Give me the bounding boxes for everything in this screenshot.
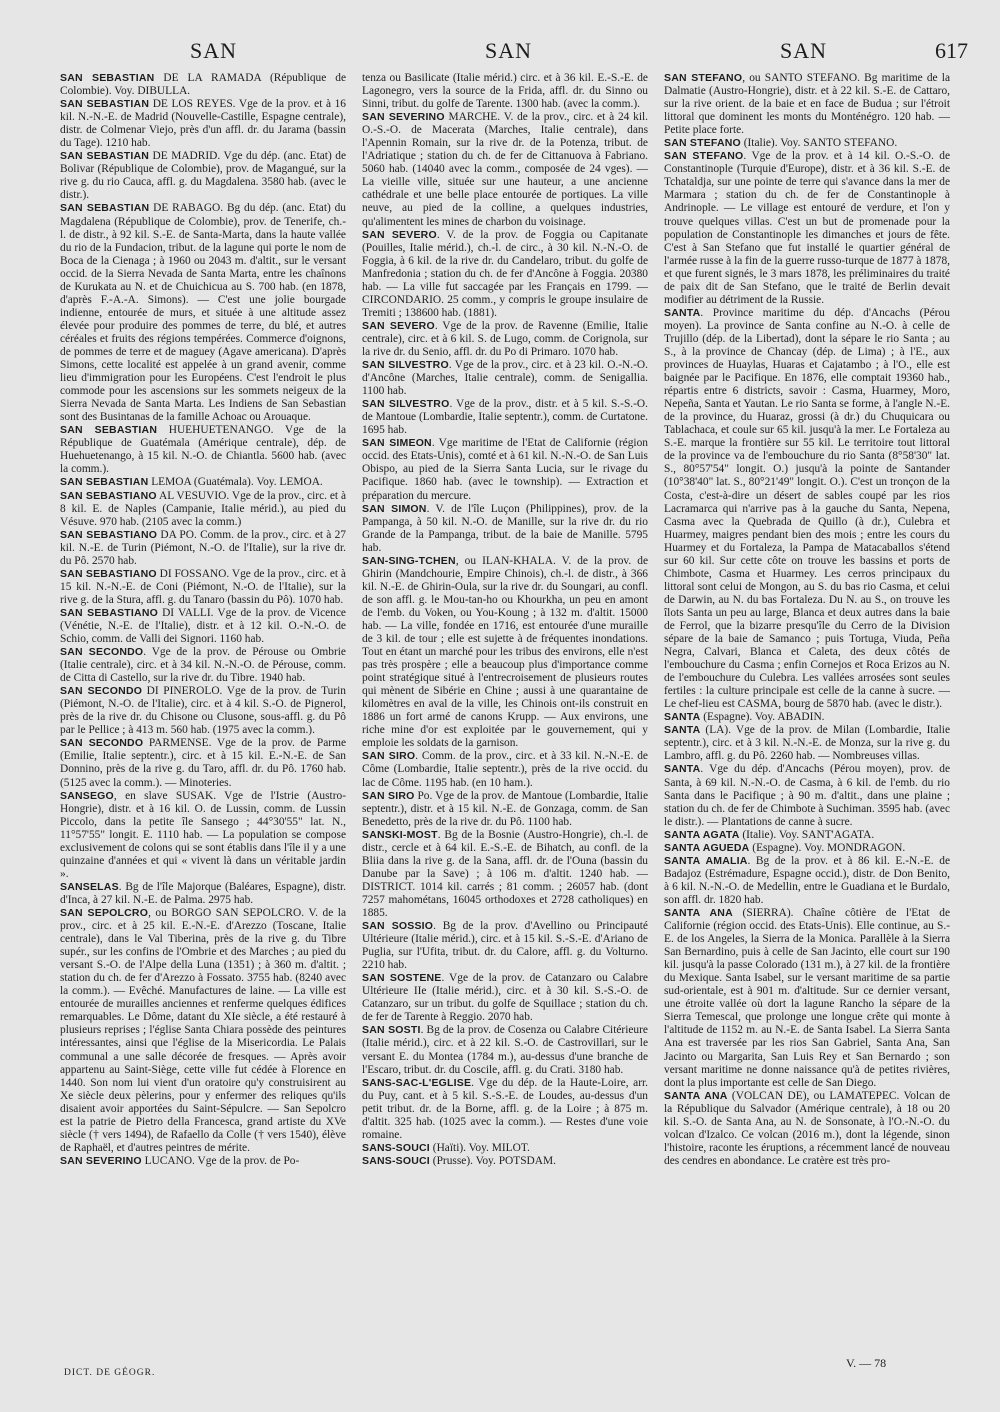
- page-number: 617: [935, 38, 968, 63]
- dictionary-entry: [60, 881, 346, 907]
- entry-text: AL VESUVIO. Vge de la prov., circ. et à 8 kil. E. de Naples (Campanie, Italie mérid.), au pied du Vésuve. 970 hab. (2105 avec la comm.): [60, 489, 346, 528]
- entry-text: DE LOS REYES. Vge de la prov. et à 16 kil. N.-N.-E. de Madrid (Nouvelle-Castille, Espagne centrale), distr. de Colmenar Viejo, près d'un affl. dr. du Jarama (bassin du Tage). 1210 hab.: [60, 98, 346, 150]
- entry-headword: SAN SOSSIO: [362, 920, 434, 933]
- entry-text: DE RABAGO. Bg du dép. (anc. Etat) du Magdalena (République de Colombie), prov. de Tenerife, ch.-l. de distr., à 92 kil. S.-E. de Santa-Marta, dans la haute vallée du rio de la Fundacion, tribut. de la lagune qui porte le nom de Boca de la Cienaga ; à 1960 ou 2043 m. d'altit., sur le versant occid. de la Sierra Nevada de Santa Marta, entre les chaînons de Kurukata au N. et de Chuichicua au S. 700 hab. (en 1878, d'après F.-A.-A. Simons). — C'est une jolie bourgade indienne, entourée de murs, et située à une altitude assez élevée pour produire des pommes de terre, du blé, et autres céréales et fruits des régions tempérées. Commerce d'oignons, de pommes de terre et de maguey (Agave americana). D'après Simons, cette localité est appelée à un grand avenir, comme lieu d'immigration pour les Européens. C'est l'endroit le plus commode pour les ascensions sur les sommets neigeux de la Sierra Nevada de Santa Marta. Les Indiens de San Sebastian sont des Busintanas de la famille Achoac ou Arouaque.: [60, 202, 346, 424]
- dictionary-entry: [60, 907, 346, 1155]
- entry-text: DE LA RAMADA (République de Colombie). Voy. DIBULLA.: [60, 72, 346, 98]
- entry-headword: SANS-SOUCI: [362, 1141, 430, 1154]
- entry-text: . Bg de l'île Majorque (Baléares, Espagne), distr. d'Inca, à 27 kil. N.-E. de Palma. 2975 hab.: [60, 880, 346, 906]
- entry-headword: SAN SEVERINO: [362, 111, 445, 124]
- entry-text: PARMENSE. Vge de la prov. de Parme (Emilie, Italie septentr.), circ. et à 15 kil. E.-N.-E. de San Donnino, près de la rive g. du Taro, affl. dr. du Pô. 1760 hab. (5125 avec la comm.). — Minoteries.: [60, 737, 346, 789]
- dictionary-entry: [664, 763, 950, 828]
- running-header: [60, 38, 968, 66]
- entry-headword: SAN SIRO: [362, 789, 415, 802]
- dictionary-entry: [362, 790, 648, 829]
- entry-text: , ou ILAN-KHALA. V. de la prov. de Ghirin (Mandchourie, Empire Chinois), ch.-l. de distr., à 366 kil. N.-E. de Ghirin-Oula, sur la rive dr. du Soungari, au confl. de son affl. g. le Mou-tan-ho ou Khourkha, un peu en amont de l'emb. du Voken, ou You-Koung ; à 132 m. d'altit. 15000 hab. — La ville, fondée en 1716, est entourée d'une muraille de 3 kil. de tour ; elle est sujette à de fréquentes inondations. Tout en étant un marché pour les tribus des environs, elle n'est pas très prospère ; elle a beaucoup plus d'importance comme point stratégique situé à l'entrecroisement de plusieurs routes qui mènent de Sibérie en Chine ; aussi à une quarantaine de kilomètres en aval de la ville, les Chinois ont-ils construit en 1886 un fort armé de canons Krupp. — Aux environs, une riche mine d'or est exploitée par le gouvernement, qui y emploie les soldats de la garnison.: [362, 554, 648, 750]
- entry-headword: SAN SEPOLCRO: [60, 907, 149, 919]
- column-3: [664, 72, 950, 1348]
- dictionary-entry: [60, 202, 346, 424]
- entry-text: . Bg de la prov. de Cosenza ou Calabre Citérieure (Italie mérid.), circ. et à 22 kil. S.-O. de Castrovillari, sur le versant E. du Montea (1784 m.), au-dessus d'une branche de l'Escaro, tribut. dr. du Coscile, affl. g. du Crati. 3180 hab.: [362, 1024, 648, 1076]
- entry-text: . V. de la prov. de Foggia ou Capitanate (Pouilles, Italie mérid.), ch.-l. de circ., à 30 kil. N.-N.-O. de Foggia, à 6 kil. de la rive dr. du Candelaro, tribut. du golfe de Manfredonia ; station du ch. de fer d'Ancône à Foggia. 20380 hab. — La ville fut saccagée par les Français en 1799. — CIRCONDARIO. 25 comm., y compris le groupe insulaire de Tremiti ; 138600 hab. (1881).: [362, 228, 648, 319]
- entry-text: (SIERRA). Chaîne côtière de l'Etat de Californie (région occid. des Etats-Unis). Elle continue, au S.-E. de los Angeles, la Sierra de la Monica. Parallèle à la Sierra San Bernardino, puis à celle de San Jacinto, elle court sur 190 kil. jusqu'à la passe Colorado (131 m.), à 27 kil. de la frontière du Mexique. Santa Isabel, sur le versant maritime de sa partie sud-orientale, est à 901 m. d'altitude. Sur ce dernier versant, une étroite vallée où dort la lagune Rancho la sépare de la Sierra Temescal, que prolonge une longue crête qui monte à l'altitude de 1152 m. au N.-E. de Santa Isabel. La Sierra Santa Ana est traversée par les rios San Gabriel, Santa Ana, San Jacinto ou Margarita, San Luis Rey et San Bernardo ; son versant maritime ne donne naissance qu'à de petites rivières, dont la plus importante est celle de San Diego.: [664, 907, 950, 1089]
- entry-headword: SANS-SAC-L'EGLISE: [362, 1076, 472, 1089]
- footer-volume-sheet: V. — 78: [846, 1356, 887, 1370]
- entry-text: . Vge de la prov. de Ravenne (Emilie, Italie centrale), circ. et à 6 kil. S. de Lugo, comm. de Corignola, sur la rive dr. du Senio, affl. dr. du Po di Primaro. 1070 hab.: [362, 319, 648, 358]
- entry-headword: SAN SEVERO: [362, 228, 437, 241]
- dictionary-entry: [60, 476, 346, 489]
- entry-headword: SAN SEBASTIAN: [60, 202, 150, 215]
- entry-text: . Vge du dép. d'Ancachs (Pérou moyen), prov. de Santa, à 69 kil. N.-N.-O. de Casma, à 6 kil. de l'emb. du rio Santa dans le Pacifique ; à 90 m. d'altit., dans une plaine ; station du ch. de fer de Chimbote à Suchiman. 3595 hab. (avec le distr.). — Plantations de canne à sucre.: [664, 763, 950, 828]
- dictionary-entry: [60, 646, 346, 685]
- entry-headword: SAN SEBASTIANO: [60, 567, 157, 580]
- entry-text: (Espagne). Voy. MONDRAGON.: [749, 841, 906, 854]
- entry-headword: SANSKI-MOST: [362, 828, 438, 841]
- header-center-word: SAN: [485, 38, 533, 63]
- entry-text: Po. Vge de la prov. de Mantoue (Lombardie, Italie septentr.), distr. et à 15 kil. N.-E. de Gonzaga, comm. de San Benedetto, près de la rive dr. du Pô. 1100 hab.: [362, 789, 648, 828]
- dictionary-entry: [362, 555, 648, 751]
- header-left-word: SAN: [190, 38, 238, 63]
- entry-headword: SANTA: [664, 711, 701, 724]
- entry-headword: SAN SOSTENE: [362, 972, 442, 985]
- dictionary-entry: [664, 137, 950, 150]
- entry-headword: SAN SEBASTIAN: [60, 98, 150, 111]
- dictionary-entry: [60, 72, 346, 98]
- dictionary-columns: [60, 72, 950, 1348]
- dictionary-entry: [362, 1024, 648, 1076]
- dictionary-entry: [664, 855, 950, 907]
- dictionary-entry: [664, 842, 950, 855]
- entry-headword: SAN SEBASTIANO: [60, 606, 158, 619]
- entry-text: , en slave SUSAK. Vge de l'Istrie (Austro-Hongrie), distr. et à 16 kil. O. de Lussin, comm. de Lussin Piccolo, dans la petite île Sansego ; 44°30'55" lat. N., 11°57'55" longit. E. 1110 hab. — La population se compose exclusivement de colons qui se sont établis dans l'île il y a une quinzaine d'années et qui « vivent là dans un véritable jardin ».: [60, 789, 346, 880]
- entry-text: (Italie). Voy. SANTO STEFANO.: [740, 137, 898, 150]
- dictionary-entry: [362, 750, 648, 789]
- entry-headword: SAN SEBASTIAN: [60, 72, 155, 84]
- entry-headword: SAN STEFANO: [664, 150, 744, 163]
- entry-text: DI PINEROLO. Vge de la prov. de Turin (Piémont, N.-O. de l'Italie), circ. et à 4 kil. S.-O. de Pignerol, près de la rive dr. du Chisone ou Clusone, sous-affl. g. du Pô par le Pellice ; à 413 m. 560 hab. (1975 avec la comm.).: [60, 685, 346, 737]
- entry-text: . Comm. de la prov., circ. et à 33 kil. N.-N.-E. de Côme (Lombardie, Italie septentr.), près de la rive occid. du lac de Côme. 1195 hab. (en 10 ham.).: [362, 750, 648, 789]
- entry-text: LUCANO. Vge de la prov. de Po-: [141, 1154, 300, 1167]
- entry-text: DI FOSSANO. Vge de la prov., circ. et à 15 kil. N.-N.-E. de Coni (Piémont, N.-O. de l'Italie), sur la rive g. de la Stura, affl. g. du Tanaro (bassin du Pô). 1070 hab.: [60, 567, 346, 606]
- entry-text: . Province maritime du dép. d'Ancachs (Pérou moyen). La province de Santa confine au N.-O. à celle de Trujillo (dép. de la Libertad), dont la sépare le rio Santa ; au S., à la province de Chancay (dép. de Lima) ; à l'E., aux provinces de Huaylas, Huaras et Cajatambo ; à l'O., elle est baignée par le Pacifique. En 1876, elle comptait 19360 hab., répartis entre 6 districts, savoir : Casma, Huarmey, Moro, Nepeña, Santa et Yautan. Le rio Santa se forme, à l'angle N.-E. de la province, du Huaraz, grossi (à dr.) du Chuquicara ou Tablachaca, et coule sur 65 kil. jusqu'à la mer. Le Fortaleza au S.-E. marque la frontière sur 55 kil. Le territoire tout littoral de la province va de l'embouchure du rio Santa (8°58'30" lat. S., 80°57'54" longit. O.) jusqu'à la pointe de Santander (10°38'40" lat. S., 80°21'49" longit. O.). C'est un tronçon de la Costa, c'est-à-dire un désert de sables coupé par les rios Lacramarca qui n'arrive pas à la gauche du Santa, Nepena, Casma avec la Quebrada de Quillo (à dr.), Culebra et Huarmey, maigres pendant bien des mois ; entre les cours du Huarmey et du Fortaleza, la Pampa de Matacaballos s'étend sur 60 kil. Sur cette côte on trouve les bassins et ports de Chimbote, Casma et Huarmey. Les cerros principaux du littoral sont celui de Mongon, au S. du bas rio Casma, et celui de Darwin, au N. du bas Fortaleza. Du N. au S., on trouve les îlots Santa un peu au large, Blanca et deux autres dans la baie de Ferrol, que la bizarre presqu'île du Cerro de la Division sépare de la baie de Samanco ; puis Tortuga, Viuda, Peña Negra, Calvari, Blanca et Caleta, des deux côtés de l'embouchure du Casma ; enfin Cornejos et Roca Erizos au N. de l'embouchure du Culebra. Les vallées arrosées sont seules fertiles : la culture principale est celle de la canne à sucre. — Le chef-lieu est CASMA, bourg de 5870 hab. (avec le distr.).: [664, 306, 950, 711]
- dictionary-entry: [60, 568, 346, 607]
- entry-headword: SAN SEBASTIANO: [60, 528, 158, 541]
- entry-text: HUEHUETENANGO. Vge de la République de Guatémala (Amérique centrale), dép. de Huehuetenango, à 15 kil. N.-O. de Chiantla. 5600 hab. (avec la comm.).: [60, 424, 346, 476]
- entry-headword: SAN SECONDO: [60, 737, 144, 750]
- dictionary-entry: [60, 1155, 346, 1168]
- entry-text: (LA). Vge de la prov. de Milan (Lombardie, Italie septentr.), circ. et à 3 kil. N.-N.-E. de Monza, sur la rive g. du Lambro, affl. g. du Pô. 2260 hab. — Nombreuses villas.: [664, 724, 950, 763]
- dictionary-entry: [60, 490, 346, 529]
- entry-headword: SAN SIRO: [362, 750, 416, 763]
- entry-text: DA PO. Comm. de la prov., circ. et à 27 kil. N.-E. de Turin (Piémont, N.-O. de l'Italie), sur la rive dr. du Pô. 2570 hab.: [60, 528, 346, 567]
- dictionary-entry: [60, 737, 346, 789]
- entry-headword: SAN SEBASTIAN: [60, 424, 158, 437]
- dictionary-entry: [60, 529, 346, 568]
- entry-headword: SAN SILVESTRO: [362, 398, 450, 411]
- entry-text: . Vge de la prov. de Pérouse ou Ombrie (Italie centrale), circ. et à 34 kil. N.-N.-O. de Pérouse, comm. de Citta di Castello, sur la rive dr. du Tibre. 1940 hab.: [60, 646, 346, 685]
- entry-headword: SAN SEBASTIAN: [60, 150, 150, 163]
- dictionary-entry: [362, 920, 648, 972]
- entry-text: , ou SANTO STEFANO. Bg maritime de la Dalmatie (Austro-Hongrie), distr. et à 22 kil. S.-E. de Cattaro, sur la rive orient. de la baie et en face de Budua ; sur l'étroit littoral que dominent les monts du Monténégro. 120 hab. — Petite place forte.: [664, 72, 950, 137]
- dictionary-entry: [362, 1077, 648, 1142]
- entry-text: . Vge de la prov. de Catanzaro ou Calabre Ultérieure IIe (Italie mérid.), circ. et à 30 kil. S.-S.-O. de Catanzaro, sur un tribut. du golfe de Squillace ; station du ch. de fer de Tarente à Reggio. 2070 hab.: [362, 972, 648, 1024]
- entry-headword: SANTA AGUEDA: [664, 841, 750, 854]
- column-1: [60, 72, 346, 1348]
- dictionary-entry: [362, 398, 648, 437]
- header-right-word: SAN: [780, 38, 828, 63]
- entry-text: tenza ou Basilicate (Italie mérid.) circ. et à 36 kil. E.-S.-E. de Lagonegro, vers la source de la Frida, affl. dr. du Sinno ou Sinni, tribut. du golfe de Tarente. 1300 hab. (avec la comm.).: [362, 72, 648, 111]
- entry-text: (VOLCAN DE), ou LAMATEPEC. Volcan de la République du Salvador (Amérique centrale), à 18 ou 20 kil. S.-O. de Santa Ana, au N. de Sonsonate, à l'O.-N.-O. du volcan d'Izalco. Ce volcan (2016 m.), dont la légende, sinon l'histoire, raconte les éruptions, a récemment lancé de nouveau des cendres en abondance. Le cratère est très pro-: [664, 1089, 950, 1167]
- entry-headword: SANS-SOUCI: [362, 1154, 430, 1167]
- dictionary-entry: [362, 972, 648, 1024]
- entry-headword: SANTA ANA: [664, 1089, 728, 1102]
- entry-headword: SAN STEFANO: [664, 137, 741, 150]
- entry-headword: SANTA: [664, 724, 701, 737]
- dictionary-entry: [362, 1142, 648, 1155]
- entry-headword: SAN SOSTI: [362, 1024, 421, 1037]
- dictionary-entry: [362, 111, 648, 228]
- dictionary-entry: [60, 790, 346, 881]
- entry-headword: SAN SECONDO: [60, 685, 143, 698]
- entry-text: LEMOA (Guatémala). Voy. LEMOA.: [148, 476, 323, 489]
- dictionary-entry: [664, 72, 950, 137]
- entry-text: (Italie). Voy. SANT'AGATA.: [739, 828, 875, 841]
- entry-text: . Vge de la prov., distr. et à 5 kil. S.-S.-O. de Mantoue (Lombardie, Italie septentr.), comm. de Curtatone. 1695 hab.: [362, 398, 648, 437]
- entry-headword: SAN SEVERINO: [60, 1154, 142, 1167]
- dictionary-entry: [362, 359, 648, 398]
- dictionary-entry: [60, 98, 346, 150]
- entry-text: , ou BORGO SAN SEPOLCRO. V. de la prov., circ. et à 25 kil. E.-N.-E. d'Arezzo (Toscane, Italie centrale), dans le Val Tiberina, près de la rive g. du Tibre supér., sur les confins de l'Ombrie et des Marches ; au pied du versant S.-O. de l'Alpe della Luna (1351) ; à 360 m. d'altit. ; station du ch. de fer d'Arezzo à Fossato. 3755 hab. (8240 avec la comm.). — Evêché. Manufactures de laine. — La ville est entourée de murailles anciennes et renferme quelques édifices remarquables. Le Dôme, datant du XIe siècle, a été restauré à plusieurs reprises ; l'église Santa Chiara possède des peintures intéressantes, ainsi que l'église de la Misericordia. Le Palais communal a une salle décorée de fresques. — Après avoir appartenu au Saint-Siège, cette ville fut cédée à Florence en 1440. Son nom lui vient d'un oratoire qu'y construisirent au Xe siècle deux pèlerins, pour y enfermer des reliques qu'ils disaient avoir apportées du Saint-Sépulcre. — San Sepolcro est la patrie de Pietro della Francesca, grand artiste du XVe siècle († vers 1494), de Rafaello da Colle († vers 1540), élève de Raphaël, et d'autres peintres de mérite.: [60, 907, 346, 1154]
- entry-headword: SAN SEBASTIAN: [60, 476, 149, 489]
- entry-text: . Bg de la prov. et à 86 kil. E.-N.-E. de Badajoz (Estrémadure, Espagne occid.), distr. de Don Benito, à 6 kil. N.-N.-O. de Medellin, entre le Guadiana et le Burdalo, son affl. dr. 1820 hab.: [664, 854, 950, 906]
- entry-headword: SAN SEBASTIANO: [60, 489, 157, 502]
- dictionary-entry: [362, 1155, 648, 1168]
- dictionary-entry: [362, 437, 648, 502]
- entry-text: . Vge du dép. de la Haute-Loire, arr. du Puy, cant. et à 5 kil. S.-S.-E. de Loudes, au-dessus d'un petit tribut. dr. de la Borne, affl. g. de la Loire ; à 875 m. d'altit. 325 hab. (1025 avec la comm.). — Restes d'une voie romaine.: [362, 1076, 648, 1141]
- column-2: [362, 72, 648, 1348]
- dictionary-entry: [664, 150, 950, 307]
- dictionary-entry: [60, 607, 346, 646]
- entry-headword: SAN SEVERO: [362, 319, 435, 332]
- entry-headword: SAN SILVESTRO: [362, 359, 449, 372]
- dictionary-entry: [60, 150, 346, 202]
- dictionary-entry: [362, 829, 648, 920]
- dictionary-entry: [60, 685, 346, 737]
- entry-text: . Bg de la Bosnie (Austro-Hongrie), ch.-l. de distr., cercle et à 64 kil. E.-S.-E. de Bihatch, au confl. de la Bliia dans la rive g. de la Sana, affl. dr. de l'Ouna (bassin du Danube par la Save) ; à 106 m. d'altit. 1240 hab. — DISTRICT. 1014 kil. carrés ; 81 comm. ; 26057 hab. (dont 7257 mahométans, 16045 orthodoxes et 2728 catholiques) en 1885.: [362, 828, 648, 919]
- dictionary-entry: [60, 424, 346, 476]
- entry-headword: SAN-SING-TCHEN: [362, 554, 456, 567]
- entry-text: DI VALLI. Vge de la prov. de Vicence (Vénétie, N.-E. de l'Italie), distr. et à 12 kil. O.-N.-O. de Schio, comm. de Valli dei Signori. 1160 hab.: [60, 606, 346, 646]
- entry-text: . Vge maritime de l'Etat de Californie (région occid. des Etats-Unis), comté et à 61 kil. N.-N.-O. de San Luis Obispo, au pied de la Sierra Santa Lucia, sur le rivage du Pacifique. 1860 hab. (avec le township). — Extraction et préparation du mercure.: [362, 437, 648, 502]
- entry-headword: SANTA ANA: [664, 907, 733, 919]
- entry-headword: SANTA: [664, 763, 701, 776]
- dictionary-entry: [664, 307, 950, 711]
- dictionary-entry: [664, 1090, 950, 1168]
- entry-text: (Haïti). Voy. MILOT.: [429, 1141, 530, 1154]
- entry-text: . Vge de la prov. et à 14 kil. O.-S.-O. de Constantinople (Turquie d'Europe), distr. et à 36 kil. S.-E. de Tchataldja, sur une pointe de terre qui s'avance dans la mer de Marmara ; station du ch. de fer de Constantinople à Andrinople. — Le village est entouré de verdure, et l'on y trouve quelques villas. C'est un but de promenade pour la population de Constantinople les dimanches et jours de fête. C'est à San Stefano que fut installé le quartier général de l'armée russe à la fin de la guerre russo-turque de 1877 à 1878, et que furent signés, le 3 mars 1878, les préliminaires du traité de paix dit de San Stefano, que le traité de Berlin devait modifier au détriment de la Russie.: [664, 150, 950, 306]
- entry-text: DE MADRID. Vge du dép. (anc. Etat) de Bolivar (République de Colombie), prov. de Magangué, sur la rive g. du rio Cauca, affl. g. du Magdalena. 3580 hab. (avec le distr.).: [60, 150, 346, 202]
- entry-headword: SANSEGO: [60, 789, 114, 802]
- entry-text: MARCHE. V. de la prov., circ. et à 24 kil. O.-S.-O. de Macerata (Marches, Italie centrale), dans l'Apennin Romain, sur la rive dr. de la Potenza, tribut. de l'Adriatique ; station du ch. de fer de Cittanuova à Fabriano. 5060 hab. (14040 avec la comm., composée de 24 vges). — La vieille ville, située sur une hauteur, a une ancienne cathédrale et une belle place entourée de portiques. La ville neuve, au pied de la colline, a quelques industries, qu'alimentent les mines de charbon du voisinage.: [362, 111, 648, 228]
- dictionary-entry: [362, 320, 648, 359]
- footer-signature: DICT. DE GÉOGR.: [64, 1368, 156, 1378]
- entry-headword: SAN SIMEON: [362, 437, 432, 450]
- entry-headword: SANTA AMALIA: [664, 854, 748, 867]
- dictionary-entry: [362, 72, 648, 111]
- dictionary-entry: [664, 711, 950, 724]
- entry-headword: SAN SECONDO: [60, 646, 144, 659]
- dictionary-entry: [362, 229, 648, 320]
- dictionary-entry: [664, 907, 950, 1090]
- entry-headword: SANTA AGATA: [664, 828, 740, 841]
- entry-headword: SAN SIMON: [362, 502, 427, 515]
- entry-text: (Espagne). Voy. ABADIN.: [700, 711, 825, 724]
- entry-headword: SAN STEFANO: [664, 72, 743, 84]
- dictionary-entry: [664, 724, 950, 763]
- entry-headword: SANTA: [664, 306, 701, 319]
- dictionary-entry: [362, 503, 648, 555]
- entry-headword: SANSELAS: [60, 880, 119, 893]
- entry-text: (Prusse). Voy. POTSDAM.: [429, 1154, 556, 1167]
- entry-text: . Vge de la prov., circ. et à 23 kil. O.-N.-O. d'Ancône (Marches, Italie centrale), comm. de Senigallia. 1100 hab.: [362, 359, 648, 398]
- dictionary-entry: [664, 829, 950, 842]
- entry-text: . Bg de la prov. d'Avellino ou Principauté Ultérieure (Italie mérid.), circ. et à 15 kil. S.-S.-E. d'Ariano de Puglia, sur l'Ufita, tribut. dr. du Calore, affl. g. du Volturno. 2210 hab.: [362, 920, 648, 972]
- entry-text: . V. de l'île Luçon (Philippines), prov. de la Pampanga, à 50 kil. N.-O. de Manille, sur la rive dr. du rio Grande de la Pampanga, tribut. de la baie de Manille. 5795 hab.: [362, 502, 648, 554]
